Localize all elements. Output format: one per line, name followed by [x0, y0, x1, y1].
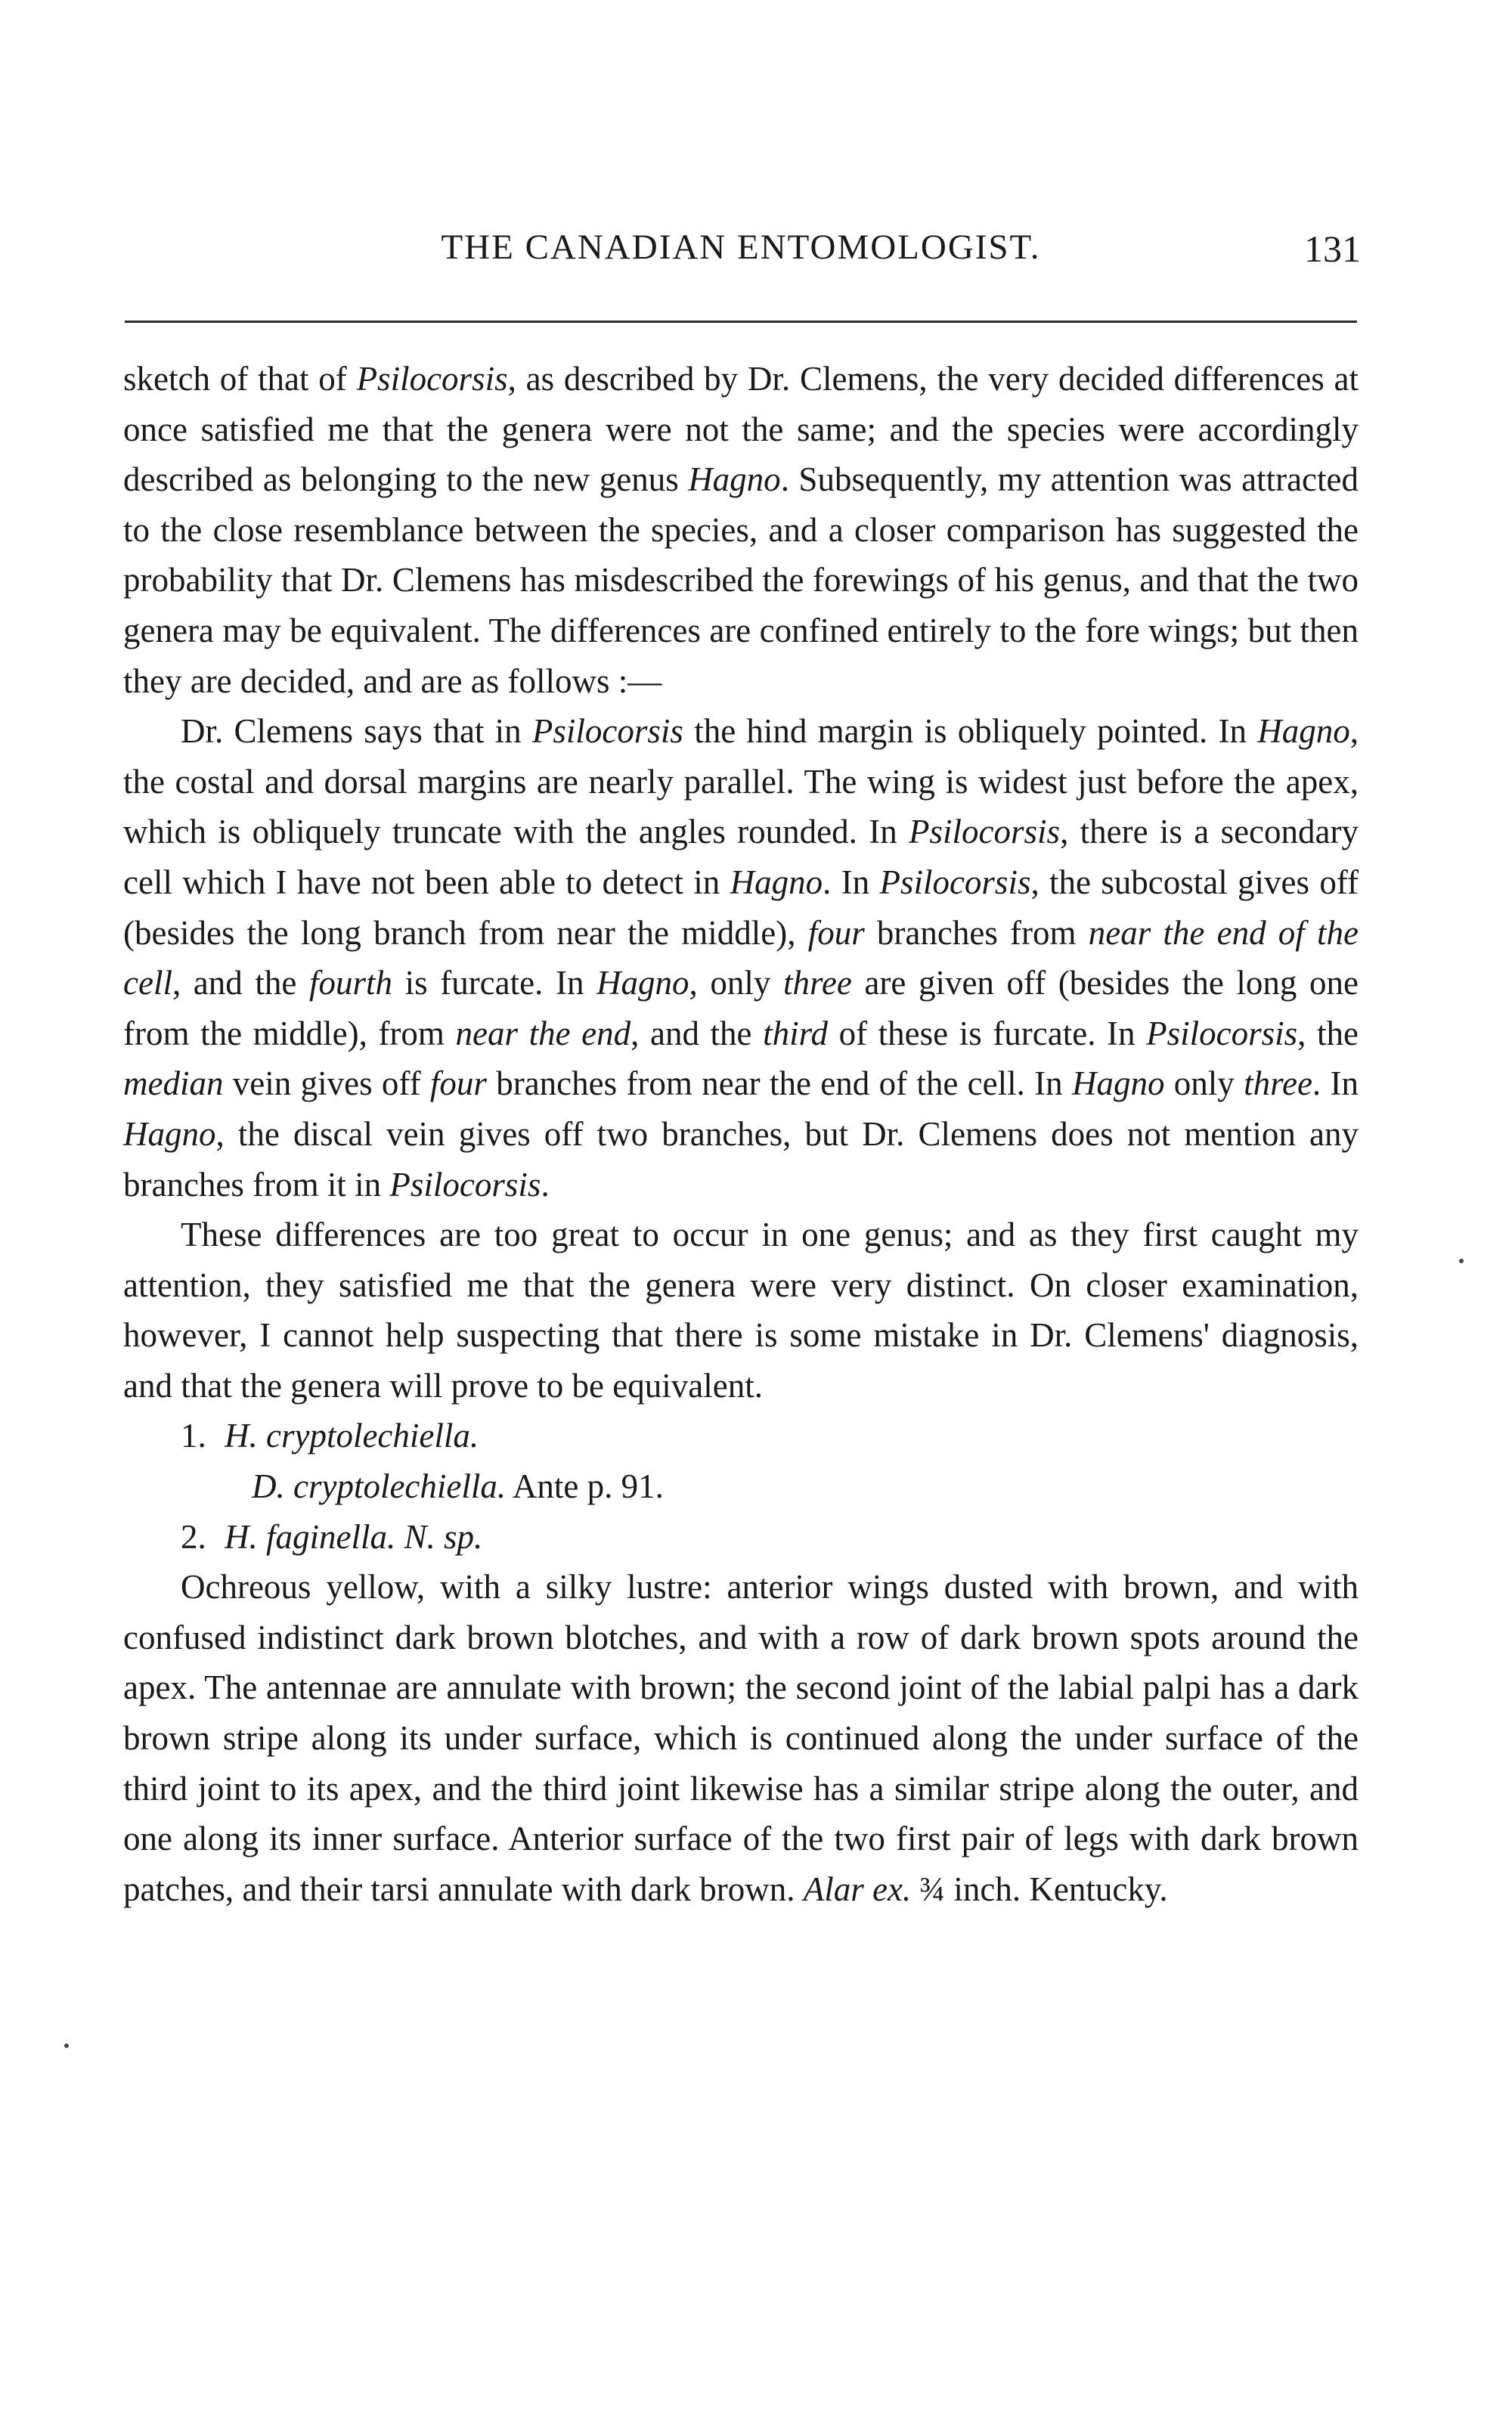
species-entry-2: [123, 1512, 1359, 1563]
page-header: [121, 227, 1361, 287]
running-title: THE CANADIAN ENTOMOLOGIST.: [441, 228, 1041, 267]
page-number: 131: [1304, 228, 1361, 270]
species-name: H. cryptolechiella.: [225, 1417, 479, 1455]
new-species-note: N. sp.: [395, 1517, 483, 1556]
header-rule: [125, 321, 1357, 323]
paragraph-1: sketch of that of Psilocorsis, as described by Dr. Clemens, the very decided differences at once satisfied me that the genera were not the same; and the species were accordingly described as belonging to the new genus Hagno. Subsequently, my attention was attracted to the close resemblance between the species, and a closer comparison has suggested the probability that Dr. Clemens has misdescribed the forewings of his genus, and that the two genera may be equivalent. The differences are confined entirely to the fore wings; but then they are decided, and are as follows :—: [123, 360, 1359, 700]
paragraph-4: Ochreous yellow, with a silky lustre: anterior wings dusted with brown, and with confused indistinct dark brown blotches, and with a row of dark brown spots around the apex. The antennae are annulate with brown; the second joint of the labial palpi has a dark brown stripe along its under surface, which is continued along the under surface of the third joint to its apex, and the third joint likewise has a similar stripe along the outer, and one along its inner surface. Anterior surface of the two first pair of legs with dark brown patches, and their tarsi annulate with dark brown. Alar ex. ¾ inch. Kentucky.: [123, 1568, 1359, 1908]
synonym-name: D. cryptolechiella.: [252, 1467, 507, 1506]
species-name: H. faginella.: [225, 1517, 396, 1556]
stray-mark: [1459, 1259, 1464, 1263]
paragraph-3: These differences are too great to occur in one genus; and as they first caught my attention, they satisfied me that the genera were very distinct. On closer examination, however, I cannot help suspecting that there is some mistake in Dr. Clemens' diagnosis, and that the genera will prove to be equivalent.: [123, 1216, 1359, 1405]
paragraph-2: Dr. Clemens says that in Psilocorsis the hind margin is obliquely pointed. In Hagno, the costal and dorsal margins are nearly parallel. The wing is widest just before the apex, which is obliquely truncate with the angles rounded. In Psilocorsis, there is a secondary cell which I have not been able to detect in Hagno. In Psilocorsis, the subcostal gives off (besides the long branch from near the middle), four branches from near the end of the cell, and the fourth is furcate. In Hagno, only three are given off (besides the long one from the middle), from near the end, and the third of these is furcate. In Psilocorsis, the median vein gives off four branches from near the end of the cell. In Hagno only three. In Hagno, the discal vein gives off two branches, but Dr. Clemens does not mention any branches from it in Psilocorsis.: [123, 712, 1359, 1204]
stray-mark: [64, 2043, 69, 2048]
body-text: [123, 354, 1359, 1914]
species-entry-1: [123, 1411, 1359, 1461]
entry-number: 1.: [181, 1417, 206, 1455]
entry-number: 2.: [181, 1517, 206, 1556]
synonym-entry: [123, 1461, 1359, 1512]
synonym-reference: Ante p. 91.: [506, 1467, 664, 1506]
